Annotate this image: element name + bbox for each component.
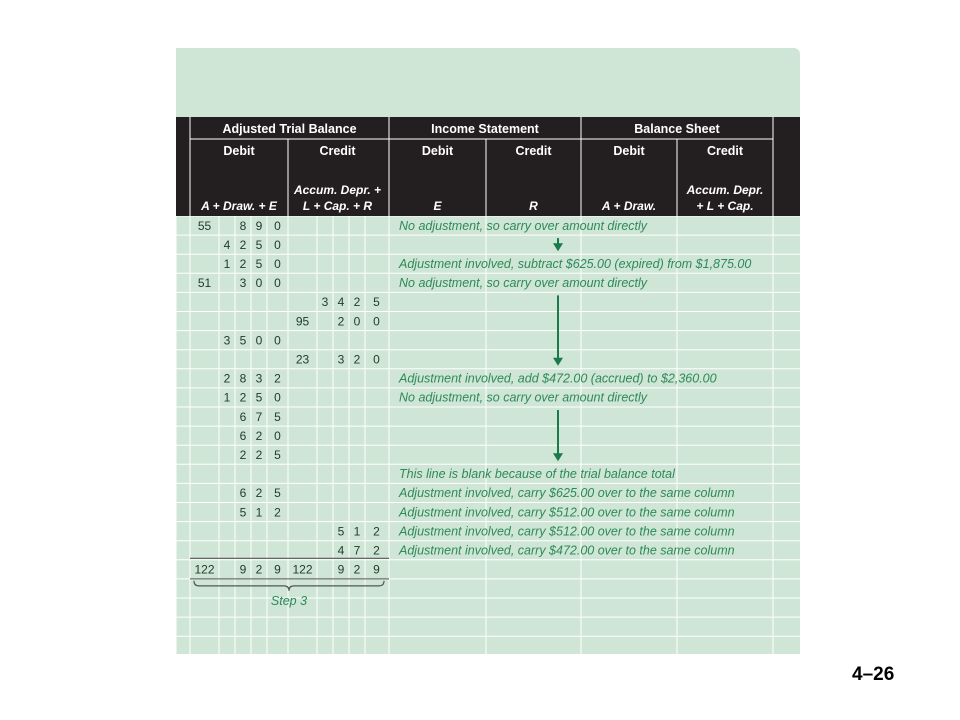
amount-digit: 2: [373, 524, 380, 539]
worksheet: [176, 48, 800, 654]
column-legend: Accum. Depr. +: [293, 183, 382, 197]
amount-digit: 0: [274, 276, 281, 291]
column-legend: L + Cap. + R: [302, 199, 373, 213]
ledger-rows: [190, 219, 751, 579]
adjustment-note: No adjustment, so carry over amount directly: [399, 276, 648, 291]
adjustment-note: Adjustment involved, carry $512.00 over to the same column: [399, 524, 735, 539]
page-number: 4–26: [852, 664, 895, 685]
amount-digit: 0: [274, 333, 281, 348]
amount-digit: 5: [337, 524, 345, 539]
amount-digit: 5: [274, 486, 281, 501]
amount-digit: 2: [274, 505, 281, 520]
amount-digit: 3: [255, 371, 263, 386]
column-headers: [176, 117, 800, 216]
amount-digit: 9: [373, 562, 380, 577]
amount-digit: 55: [197, 218, 212, 233]
amount-digit: 0: [274, 237, 281, 252]
carry-arrow-head: [553, 453, 563, 461]
amount-digit: 2: [353, 352, 361, 367]
amount-digit: 4: [223, 237, 231, 252]
amount-digit: 1: [353, 524, 361, 539]
column-subtitle: Credit: [319, 144, 356, 158]
adjustment-note: No adjustment, so carry over amount directly: [399, 218, 648, 233]
amount-digit: 2: [239, 237, 247, 252]
column-subtitle: Debit: [223, 144, 255, 158]
adjustment-note: This line is blank because of the trial balance total: [399, 467, 675, 482]
amount-digit: 5: [255, 237, 263, 252]
amount-digit: 2: [239, 447, 247, 462]
column-subtitle: Credit: [706, 144, 744, 158]
amount-digit: 3: [321, 295, 329, 310]
adjustment-note: Adjustment involved, carry $472.00 over to the same column: [399, 543, 735, 558]
section-title: Income Statement: [431, 122, 539, 136]
column-legend: A + Draw. + E: [201, 199, 277, 213]
amount-digit: 3: [239, 276, 247, 291]
amount-digit: 2: [255, 428, 263, 443]
amount-digit: 0: [274, 428, 281, 443]
amount-digit: 7: [255, 409, 263, 424]
amount-digit: 5: [239, 505, 247, 520]
amount-digit: 122: [292, 562, 313, 577]
amount-digit: 2: [255, 562, 263, 577]
column-subtitle: Credit: [515, 144, 552, 158]
amount-digit: 0: [274, 390, 281, 405]
amount-digit: 5: [274, 447, 281, 462]
amount-digit: 2: [353, 562, 361, 577]
amount-digit: 2: [255, 486, 263, 501]
column-legend: E: [433, 199, 442, 213]
carry-arrow-head: [553, 358, 563, 366]
amount-digit: 5: [239, 333, 247, 348]
section-title: Balance Sheet: [634, 122, 720, 136]
column-subtitle: Debit: [613, 144, 645, 158]
amount-digit: 2: [239, 256, 247, 271]
amount-digit: 0: [255, 276, 263, 291]
amount-digit: 0: [274, 218, 281, 233]
amount-digit: 95: [295, 314, 310, 329]
amount-digit: 0: [274, 256, 281, 271]
amount-digit: 23: [295, 352, 310, 367]
adjustment-note: Adjustment involved, add $472.00 (accrued) to $2,360.00: [399, 371, 717, 386]
amount-digit: 2: [373, 543, 380, 558]
amount-digit: 8: [239, 218, 247, 233]
amount-digit: 6: [239, 486, 247, 501]
amount-digit: 9: [274, 562, 281, 577]
amount-digit: 122: [194, 562, 215, 577]
amount-digit: 5: [255, 390, 263, 405]
adjustment-note: Adjustment involved, carry $625.00 over to the same column: [399, 486, 735, 501]
amount-digit: 5: [373, 295, 380, 310]
amount-digit: 7: [353, 543, 361, 558]
step-brace-path: [194, 581, 384, 591]
amount-digit: 2: [353, 295, 361, 310]
amount-digit: 3: [337, 352, 345, 367]
amount-digit: 6: [239, 428, 247, 443]
amount-digit: 2: [337, 314, 345, 329]
adjustment-note: Adjustment involved, carry $512.00 over to the same column: [399, 505, 735, 520]
worksheet-grid: [176, 48, 800, 654]
amount-digit: 9: [255, 218, 263, 233]
step-label: Step 3: [270, 593, 308, 608]
adjustment-note: Adjustment involved, subtract $625.00 (expired) from $1,875.00: [399, 256, 752, 271]
section-title: Adjusted Trial Balance: [222, 122, 357, 136]
column-legend: A + Draw.: [601, 199, 657, 213]
amount-digit: 2: [239, 390, 247, 405]
amount-digit: 4: [337, 295, 345, 310]
amount-digit: 4: [337, 543, 345, 558]
column-subtitle: Debit: [421, 144, 454, 158]
amount-digit: 0: [373, 314, 380, 329]
amount-digit: 0: [353, 314, 361, 329]
amount-digit: 51: [197, 276, 212, 291]
amount-digit: 5: [255, 256, 263, 271]
amount-digit: 6: [239, 409, 247, 424]
amount-digit: 1: [223, 390, 231, 405]
amount-digit: 0: [255, 333, 263, 348]
carry-arrow-head: [553, 243, 563, 251]
amount-digit: 2: [255, 447, 263, 462]
column-legend: R: [529, 199, 538, 213]
column-legend: Accum. Depr.: [686, 183, 764, 197]
amount-digit: 9: [337, 562, 345, 577]
amount-digit: 1: [223, 256, 231, 271]
amount-digit: 1: [255, 505, 263, 520]
amount-digit: 5: [274, 409, 281, 424]
step-brace: [194, 581, 384, 608]
amount-digit: 2: [274, 371, 281, 386]
amount-digit: 9: [239, 562, 247, 577]
amount-digit: 0: [373, 352, 380, 367]
amount-digit: 2: [223, 371, 231, 386]
adjustment-note: No adjustment, so carry over amount directly: [399, 390, 648, 405]
amount-digit: 3: [223, 333, 231, 348]
column-legend: + L + Cap.: [696, 199, 754, 213]
amount-digit: 8: [239, 371, 247, 386]
